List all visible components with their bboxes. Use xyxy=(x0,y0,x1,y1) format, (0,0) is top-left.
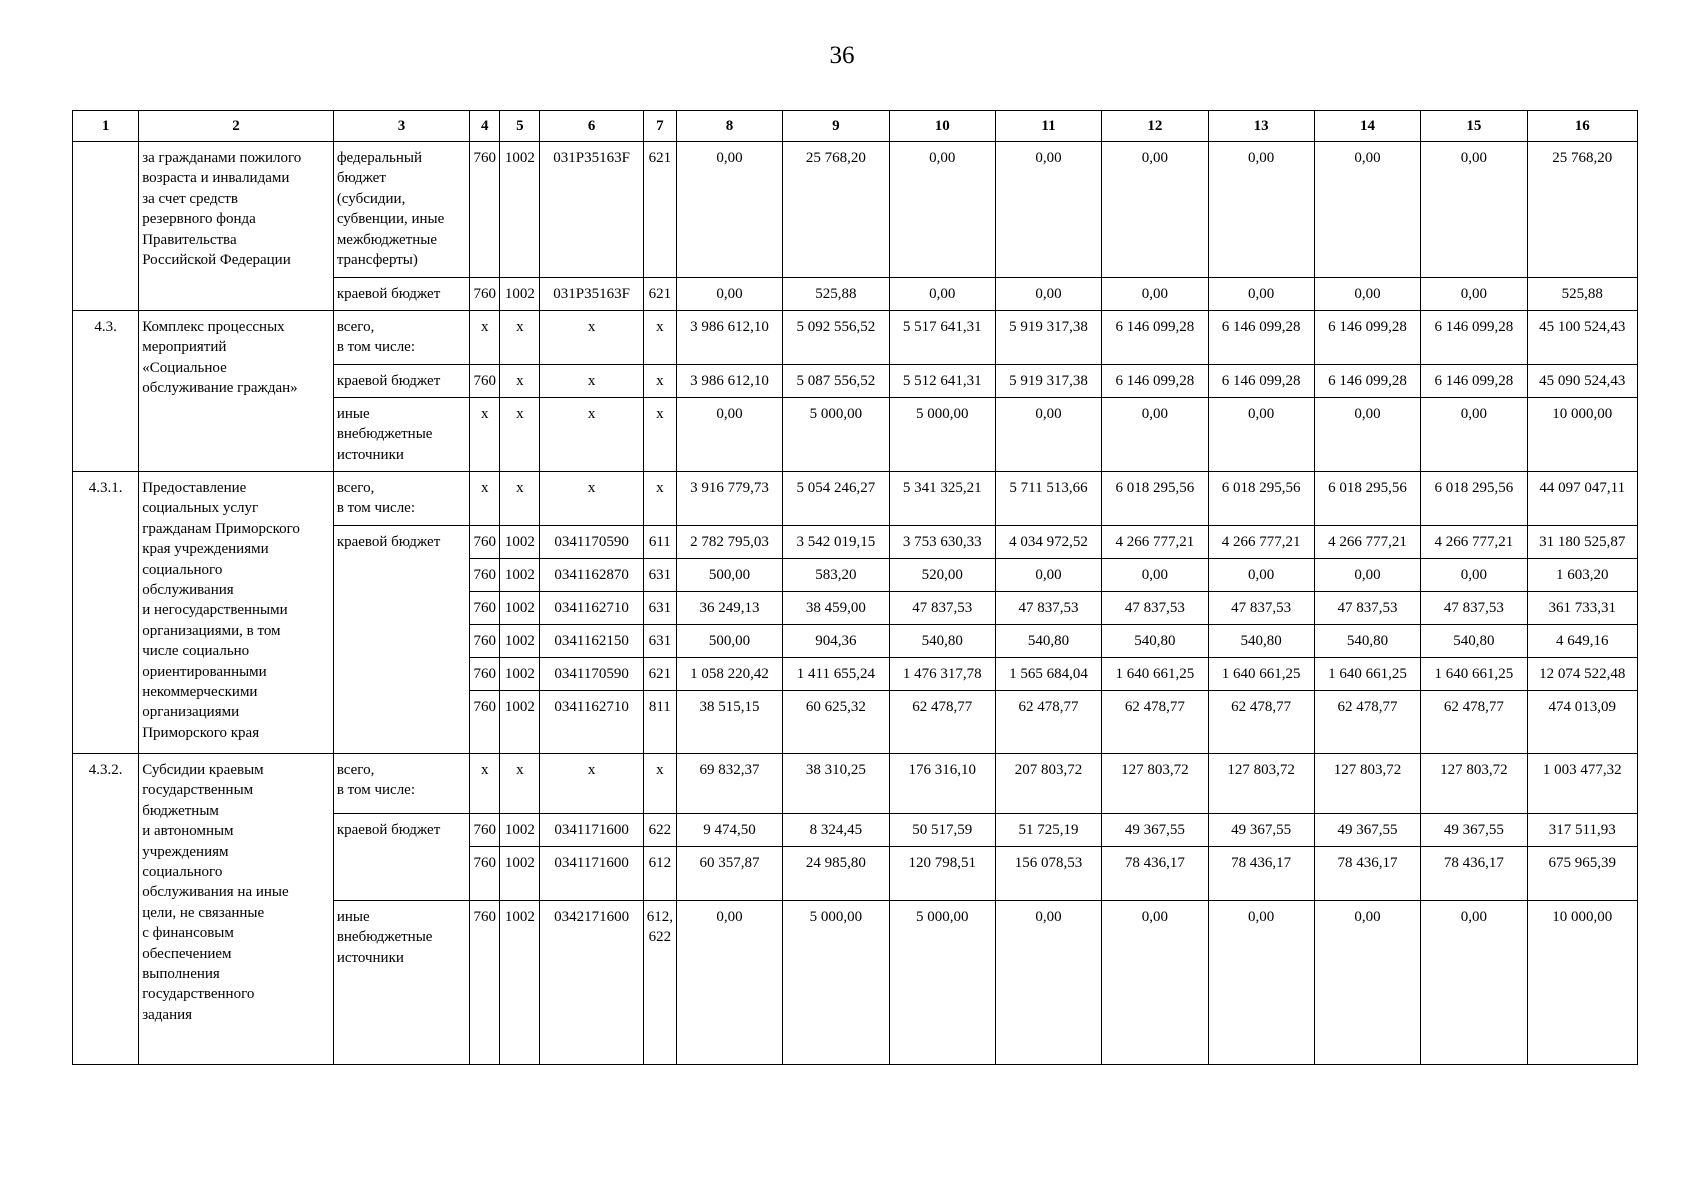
activity-name-cell: Комплекс процессных мероприятий «Социальное обслуживание граждан» xyxy=(139,311,334,472)
column-header: 16 xyxy=(1527,111,1638,142)
amount-cell: 120 798,51 xyxy=(889,847,995,901)
amount-cell: 5 000,00 xyxy=(783,398,889,472)
amount-cell: 540,80 xyxy=(889,625,995,658)
amount-cell: 127 803,72 xyxy=(1208,754,1314,814)
amount-cell: 0,00 xyxy=(1314,398,1420,472)
amount-cell: 62 478,77 xyxy=(1208,691,1314,754)
amount-cell: 3 986 612,10 xyxy=(676,365,782,398)
amount-cell: 0,00 xyxy=(1102,142,1208,278)
budget-code-cell: x xyxy=(540,398,643,472)
column-header: 10 xyxy=(889,111,995,142)
budget-code-cell: x xyxy=(540,754,643,814)
column-header: 15 xyxy=(1421,111,1527,142)
column-header: 7 xyxy=(643,111,676,142)
amount-cell: 0,00 xyxy=(1208,559,1314,592)
column-header: 14 xyxy=(1314,111,1420,142)
funding-source-cell: краевой бюджет xyxy=(333,526,469,754)
funding-source-cell: иные внебюджетные источники xyxy=(333,398,469,472)
budget-code-cell: 1002 xyxy=(500,847,540,901)
amount-cell: 0,00 xyxy=(1102,278,1208,311)
amount-cell: 38 459,00 xyxy=(783,592,889,625)
amount-cell: 36 249,13 xyxy=(676,592,782,625)
amount-cell: 50 517,59 xyxy=(889,814,995,847)
budget-code-cell: 0341162150 xyxy=(540,625,643,658)
amount-cell: 5 087 556,52 xyxy=(783,365,889,398)
budget-code-cell: x xyxy=(500,365,540,398)
budget-code-cell: 811 xyxy=(643,691,676,754)
amount-cell: 540,80 xyxy=(1208,625,1314,658)
amount-cell: 4 649,16 xyxy=(1527,625,1638,658)
amount-cell: 62 478,77 xyxy=(1102,691,1208,754)
amount-cell: 47 837,53 xyxy=(1314,592,1420,625)
amount-cell: 5 517 641,31 xyxy=(889,311,995,365)
amount-cell: 1 058 220,42 xyxy=(676,658,782,691)
budget-code-cell: 0341162710 xyxy=(540,691,643,754)
amount-cell: 0,00 xyxy=(1421,278,1527,311)
amount-cell: 361 733,31 xyxy=(1527,592,1638,625)
budget-code-cell: 622 xyxy=(643,814,676,847)
amount-cell: 540,80 xyxy=(1421,625,1527,658)
amount-cell: 5 341 325,21 xyxy=(889,472,995,526)
budget-code-cell: 621 xyxy=(643,658,676,691)
amount-cell: 0,00 xyxy=(995,398,1101,472)
amount-cell: 6 146 099,28 xyxy=(1208,311,1314,365)
column-header: 8 xyxy=(676,111,782,142)
amount-cell: 127 803,72 xyxy=(1421,754,1527,814)
amount-cell: 10 000,00 xyxy=(1527,901,1638,1065)
amount-cell: 0,00 xyxy=(1421,901,1527,1065)
amount-cell: 583,20 xyxy=(783,559,889,592)
amount-cell: 78 436,17 xyxy=(1421,847,1527,901)
row-number-cell: 4.3. xyxy=(73,311,139,472)
amount-cell: 1 640 661,25 xyxy=(1421,658,1527,691)
amount-cell: 3 916 779,73 xyxy=(676,472,782,526)
funding-source-cell: краевой бюджет xyxy=(333,814,469,901)
amount-cell: 51 725,19 xyxy=(995,814,1101,847)
amount-cell: 1 603,20 xyxy=(1527,559,1638,592)
amount-cell: 0,00 xyxy=(995,142,1101,278)
budget-code-cell: x xyxy=(643,398,676,472)
amount-cell: 5 512 641,31 xyxy=(889,365,995,398)
amount-cell: 5 054 246,27 xyxy=(783,472,889,526)
column-header: 6 xyxy=(540,111,643,142)
amount-cell: 38 515,15 xyxy=(676,691,782,754)
amount-cell: 49 367,55 xyxy=(1314,814,1420,847)
amount-cell: 540,80 xyxy=(995,625,1101,658)
amount-cell: 6 018 295,56 xyxy=(1208,472,1314,526)
row-number-cell xyxy=(73,142,139,311)
budget-code-cell: 0341162870 xyxy=(540,559,643,592)
amount-cell: 25 768,20 xyxy=(783,142,889,278)
budget-code-cell: 760 xyxy=(470,691,500,754)
amount-cell: 78 436,17 xyxy=(1208,847,1314,901)
budget-code-cell: 1002 xyxy=(500,691,540,754)
amount-cell: 0,00 xyxy=(1208,398,1314,472)
amount-cell: 0,00 xyxy=(1208,901,1314,1065)
amount-cell: 0,00 xyxy=(1102,398,1208,472)
amount-cell: 8 324,45 xyxy=(783,814,889,847)
amount-cell: 60 625,32 xyxy=(783,691,889,754)
table-body xyxy=(73,142,1638,1065)
amount-cell: 45 100 524,43 xyxy=(1527,311,1638,365)
funding-source-cell: иные внебюджетные источники xyxy=(333,901,469,1065)
amount-cell: 0,00 xyxy=(676,142,782,278)
amount-cell: 3 753 630,33 xyxy=(889,526,995,559)
budget-code-cell: 1002 xyxy=(500,658,540,691)
amount-cell: 5 919 317,38 xyxy=(995,365,1101,398)
amount-cell: 6 146 099,28 xyxy=(1314,311,1420,365)
budget-code-cell: 031P35163F xyxy=(540,142,643,278)
amount-cell: 540,80 xyxy=(1314,625,1420,658)
amount-cell: 2 782 795,03 xyxy=(676,526,782,559)
budget-code-cell: 631 xyxy=(643,592,676,625)
amount-cell: 0,00 xyxy=(1208,278,1314,311)
budget-code-cell: 611 xyxy=(643,526,676,559)
amount-cell: 1 640 661,25 xyxy=(1314,658,1420,691)
amount-cell: 0,00 xyxy=(1314,901,1420,1065)
amount-cell: 60 357,87 xyxy=(676,847,782,901)
amount-cell: 525,88 xyxy=(1527,278,1638,311)
amount-cell: 1 640 661,25 xyxy=(1102,658,1208,691)
table-row xyxy=(73,142,1638,278)
amount-cell: 78 436,17 xyxy=(1102,847,1208,901)
amount-cell: 0,00 xyxy=(1102,901,1208,1065)
amount-cell: 25 768,20 xyxy=(1527,142,1638,278)
budget-code-cell: 031P35163F xyxy=(540,278,643,311)
column-header: 1 xyxy=(73,111,139,142)
budget-code-cell: 631 xyxy=(643,559,676,592)
amount-cell: 156 078,53 xyxy=(995,847,1101,901)
budget-code-cell: x xyxy=(470,754,500,814)
amount-cell: 62 478,77 xyxy=(1421,691,1527,754)
amount-cell: 0,00 xyxy=(1421,142,1527,278)
table-row xyxy=(73,754,1638,814)
funding-source-cell: всего, в том числе: xyxy=(333,754,469,814)
funding-source-cell: всего, в том числе: xyxy=(333,472,469,526)
budget-code-cell: x xyxy=(500,754,540,814)
amount-cell: 317 511,93 xyxy=(1527,814,1638,847)
amount-cell: 0,00 xyxy=(995,901,1101,1065)
amount-cell: 47 837,53 xyxy=(1102,592,1208,625)
column-header: 12 xyxy=(1102,111,1208,142)
budget-code-cell: 0342171600 xyxy=(540,901,643,1065)
amount-cell: 6 146 099,28 xyxy=(1314,365,1420,398)
budget-table xyxy=(72,110,1638,1065)
amount-cell: 49 367,55 xyxy=(1208,814,1314,847)
amount-cell: 127 803,72 xyxy=(1314,754,1420,814)
amount-cell: 45 090 524,43 xyxy=(1527,365,1638,398)
amount-cell: 0,00 xyxy=(1421,559,1527,592)
amount-cell: 6 018 295,56 xyxy=(1102,472,1208,526)
budget-code-cell: 760 xyxy=(470,142,500,278)
budget-code-cell: 612, 622 xyxy=(643,901,676,1065)
budget-code-cell: x xyxy=(470,311,500,365)
budget-code-cell: 760 xyxy=(470,847,500,901)
amount-cell: 47 837,53 xyxy=(1421,592,1527,625)
amount-cell: 47 837,53 xyxy=(889,592,995,625)
amount-cell: 69 832,37 xyxy=(676,754,782,814)
activity-name-cell: Субсидии краевым государственным бюджетным и автономным учреждениям социального обслуживания на иные цели, не связанные с финансовым обеспечением выполнения государственного задания xyxy=(139,754,334,1065)
column-header: 9 xyxy=(783,111,889,142)
budget-code-cell: 0341170590 xyxy=(540,658,643,691)
budget-code-cell: x xyxy=(500,398,540,472)
amount-cell: 0,00 xyxy=(1314,559,1420,592)
amount-cell: 5 000,00 xyxy=(889,901,995,1065)
budget-code-cell: 0341162710 xyxy=(540,592,643,625)
amount-cell: 520,00 xyxy=(889,559,995,592)
amount-cell: 4 266 777,21 xyxy=(1102,526,1208,559)
activity-name-cell: за гражданами пожилого возраста и инвалидами за счет средств резервного фонда Правительства Российской Федерации xyxy=(139,142,334,311)
amount-cell: 0,00 xyxy=(995,278,1101,311)
amount-cell: 0,00 xyxy=(889,142,995,278)
budget-code-cell: x xyxy=(540,365,643,398)
amount-cell: 62 478,77 xyxy=(995,691,1101,754)
budget-code-cell: 760 xyxy=(470,526,500,559)
amount-cell: 0,00 xyxy=(676,278,782,311)
budget-code-cell: 760 xyxy=(470,559,500,592)
budget-code-cell: 0341171600 xyxy=(540,847,643,901)
budget-code-cell: 760 xyxy=(470,592,500,625)
budget-code-cell: x xyxy=(540,472,643,526)
budget-code-cell: 1002 xyxy=(500,278,540,311)
header-row xyxy=(73,111,1638,142)
budget-code-cell: x xyxy=(643,365,676,398)
amount-cell: 1 476 317,78 xyxy=(889,658,995,691)
budget-code-cell: 1002 xyxy=(500,814,540,847)
funding-source-cell: федеральный бюджет (субсидии, субвенции, иные межбюджетные трансферты) xyxy=(333,142,469,278)
row-number-cell: 4.3.2. xyxy=(73,754,139,1065)
amount-cell: 47 837,53 xyxy=(1208,592,1314,625)
amount-cell: 1 565 684,04 xyxy=(995,658,1101,691)
budget-code-cell: 631 xyxy=(643,625,676,658)
amount-cell: 38 310,25 xyxy=(783,754,889,814)
amount-cell: 525,88 xyxy=(783,278,889,311)
amount-cell: 1 003 477,32 xyxy=(1527,754,1638,814)
amount-cell: 78 436,17 xyxy=(1314,847,1420,901)
activity-name-cell: Предоставление социальных услуг гражданам Приморского края учреждениями социального обслуживания и негосударственными организациями, в том числе социально ориентированными некоммерческими организациями Приморского края xyxy=(139,472,334,754)
amount-cell: 0,00 xyxy=(1421,398,1527,472)
amount-cell: 176 316,10 xyxy=(889,754,995,814)
budget-code-cell: x xyxy=(540,311,643,365)
budget-code-cell: 760 xyxy=(470,625,500,658)
amount-cell: 62 478,77 xyxy=(1314,691,1420,754)
amount-cell: 6 146 099,28 xyxy=(1208,365,1314,398)
amount-cell: 5 000,00 xyxy=(783,901,889,1065)
budget-code-cell: x xyxy=(643,311,676,365)
budget-code-cell: 760 xyxy=(470,278,500,311)
page-number: 36 xyxy=(829,42,855,69)
amount-cell: 6 146 099,28 xyxy=(1102,311,1208,365)
budget-code-cell: 0341171600 xyxy=(540,814,643,847)
funding-source-cell: краевой бюджет xyxy=(333,278,469,311)
amount-cell: 10 000,00 xyxy=(1527,398,1638,472)
amount-cell: 6 018 295,56 xyxy=(1314,472,1420,526)
amount-cell: 3 986 612,10 xyxy=(676,311,782,365)
table-row xyxy=(73,311,1638,365)
budget-code-cell: 612 xyxy=(643,847,676,901)
amount-cell: 500,00 xyxy=(676,625,782,658)
budget-code-cell: x xyxy=(643,472,676,526)
amount-cell: 6 018 295,56 xyxy=(1421,472,1527,526)
amount-cell: 540,80 xyxy=(1102,625,1208,658)
amount-cell: 0,00 xyxy=(676,398,782,472)
amount-cell: 1 411 655,24 xyxy=(783,658,889,691)
amount-cell: 6 146 099,28 xyxy=(1421,365,1527,398)
amount-cell: 44 097 047,11 xyxy=(1527,472,1638,526)
budget-code-cell: x xyxy=(643,754,676,814)
amount-cell: 9 474,50 xyxy=(676,814,782,847)
amount-cell: 49 367,55 xyxy=(1421,814,1527,847)
table-row xyxy=(73,472,1638,526)
budget-code-cell: x xyxy=(470,472,500,526)
amount-cell: 207 803,72 xyxy=(995,754,1101,814)
budget-code-cell: 1002 xyxy=(500,901,540,1065)
amount-cell: 675 965,39 xyxy=(1527,847,1638,901)
amount-cell: 3 542 019,15 xyxy=(783,526,889,559)
amount-cell: 49 367,55 xyxy=(1102,814,1208,847)
amount-cell: 5 711 513,66 xyxy=(995,472,1101,526)
amount-cell: 0,00 xyxy=(1102,559,1208,592)
amount-cell: 4 034 972,52 xyxy=(995,526,1101,559)
amount-cell: 5 000,00 xyxy=(889,398,995,472)
amount-cell: 47 837,53 xyxy=(995,592,1101,625)
column-header: 11 xyxy=(995,111,1101,142)
budget-code-cell: 760 xyxy=(470,814,500,847)
budget-code-cell: 760 xyxy=(470,365,500,398)
amount-cell: 5 092 556,52 xyxy=(783,311,889,365)
amount-cell: 24 985,80 xyxy=(783,847,889,901)
amount-cell: 0,00 xyxy=(889,278,995,311)
amount-cell: 0,00 xyxy=(676,901,782,1065)
amount-cell: 0,00 xyxy=(1314,278,1420,311)
funding-source-cell: краевой бюджет xyxy=(333,365,469,398)
budget-code-cell: 1002 xyxy=(500,592,540,625)
amount-cell: 31 180 525,87 xyxy=(1527,526,1638,559)
budget-code-cell: 1002 xyxy=(500,625,540,658)
budget-code-cell: 760 xyxy=(470,658,500,691)
funding-source-cell: всего, в том числе: xyxy=(333,311,469,365)
budget-code-cell: 0341170590 xyxy=(540,526,643,559)
amount-cell: 500,00 xyxy=(676,559,782,592)
budget-code-cell: 1002 xyxy=(500,559,540,592)
column-header: 13 xyxy=(1208,111,1314,142)
amount-cell: 12 074 522,48 xyxy=(1527,658,1638,691)
amount-cell: 4 266 777,21 xyxy=(1421,526,1527,559)
amount-cell: 62 478,77 xyxy=(889,691,995,754)
budget-code-cell: x xyxy=(500,472,540,526)
budget-code-cell: 1002 xyxy=(500,142,540,278)
amount-cell: 904,36 xyxy=(783,625,889,658)
amount-cell: 127 803,72 xyxy=(1102,754,1208,814)
row-number-cell: 4.3.1. xyxy=(73,472,139,754)
budget-code-cell: 760 xyxy=(470,901,500,1065)
budget-code-cell: x xyxy=(470,398,500,472)
amount-cell: 5 919 317,38 xyxy=(995,311,1101,365)
amount-cell: 4 266 777,21 xyxy=(1208,526,1314,559)
amount-cell: 0,00 xyxy=(995,559,1101,592)
column-header: 2 xyxy=(139,111,334,142)
budget-code-cell: 621 xyxy=(643,142,676,278)
amount-cell: 0,00 xyxy=(1314,142,1420,278)
budget-code-cell: 1002 xyxy=(500,526,540,559)
column-header: 5 xyxy=(500,111,540,142)
amount-cell: 1 640 661,25 xyxy=(1208,658,1314,691)
amount-cell: 4 266 777,21 xyxy=(1314,526,1420,559)
column-header: 3 xyxy=(333,111,469,142)
amount-cell: 474 013,09 xyxy=(1527,691,1638,754)
amount-cell: 6 146 099,28 xyxy=(1421,311,1527,365)
budget-code-cell: 621 xyxy=(643,278,676,311)
budget-code-cell: x xyxy=(500,311,540,365)
column-header: 4 xyxy=(470,111,500,142)
amount-cell: 0,00 xyxy=(1208,142,1314,278)
amount-cell: 6 146 099,28 xyxy=(1102,365,1208,398)
